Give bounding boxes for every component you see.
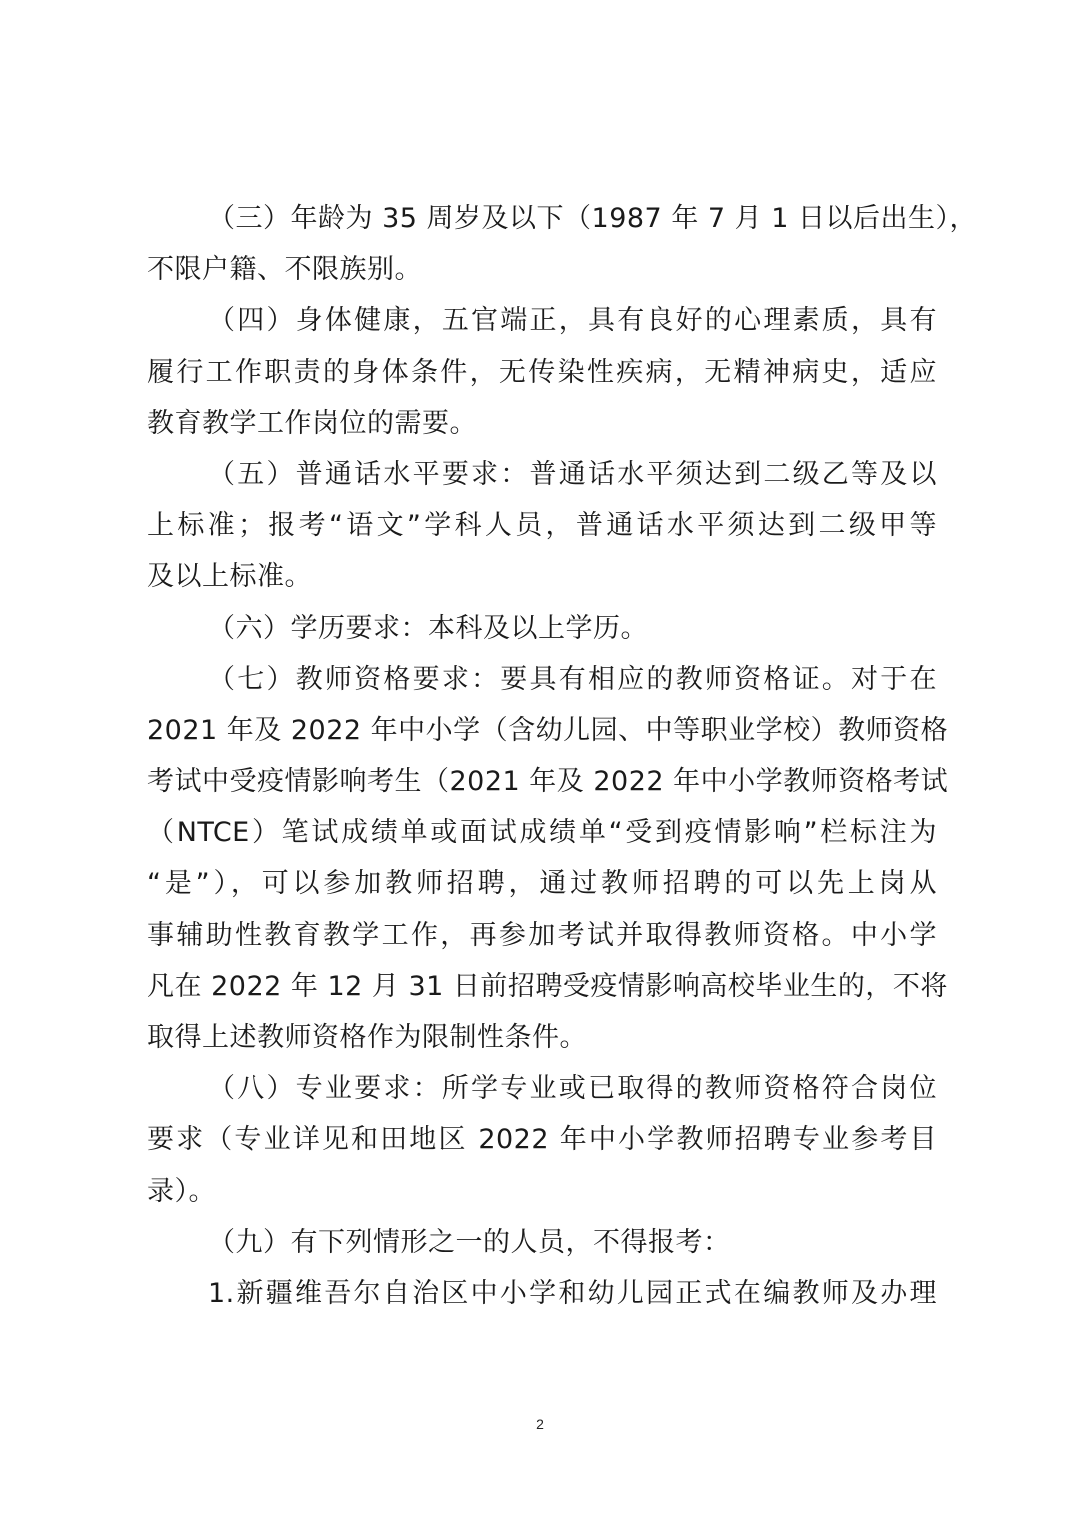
text-line: 上标准；报考“语文”学科人员，普通话水平须达到二级甲等 [147, 510, 937, 542]
text-line: 录）。 [147, 1175, 216, 1207]
text-line: （八）专业要求：所学专业或已取得的教师资格符合岗位 [208, 1073, 937, 1105]
text-line: （五）普通话水平要求：普通话水平须达到二级乙等及以 [208, 458, 937, 490]
text-line: 要求（专业详见和田地区 2022 年中小学教师招聘专业参考目 [147, 1124, 937, 1156]
text-line: 教育教学工作岗位的需要。 [147, 407, 477, 439]
text-line: 事辅助性教育教学工作，再参加考试并取得教师资格。中小学 [147, 919, 937, 951]
text-line: 2021 年及 2022 年中小学（含幼儿园、中等职业学校）教师资格 [147, 714, 949, 746]
text-line: “是”），可以参加教师招聘，通过教师招聘的可以先上岗从 [147, 868, 937, 900]
text-line: （七）教师资格要求：要具有相应的教师资格证。对于在 [208, 663, 937, 695]
text-line: （四）身体健康，五官端正，具有良好的心理素质，具有 [208, 305, 937, 337]
text-line: 及以上标准。 [147, 561, 312, 593]
text-line: 考试中受疫情影响考生（2021 年及 2022 年中小学教师资格考试 [147, 766, 949, 798]
text-line: （NTCE）笔试成绩单或面试成绩单“受到疫情影响”栏标注为 [147, 817, 937, 849]
text-line: 不限户籍、不限族别。 [147, 254, 422, 286]
text-line: 1.新疆维吾尔自治区中小学和幼儿园正式在编教师及办理 [208, 1277, 937, 1309]
text-line: （九）有下列情形之一的人员，不得报考： [208, 1226, 731, 1258]
text-line: （三）年龄为 35 周岁及以下（1987 年 7 月 1 日以后出生）， [208, 203, 978, 234]
document-body [147, 193, 978, 1319]
text-line: 取得上述教师资格作为限制性条件。 [147, 1022, 587, 1053]
text-line: （六）学历要求：本科及以上学历。 [208, 612, 648, 644]
text-line: 凡在 2022 年 12 月 31 日前招聘受疫情影响高校毕业生的，不将 [147, 970, 948, 1002]
page-number: 2 [536, 1416, 544, 1432]
text-line: 履行工作职责的身体条件，无传染性疾病，无精神病史，适应 [147, 356, 937, 388]
